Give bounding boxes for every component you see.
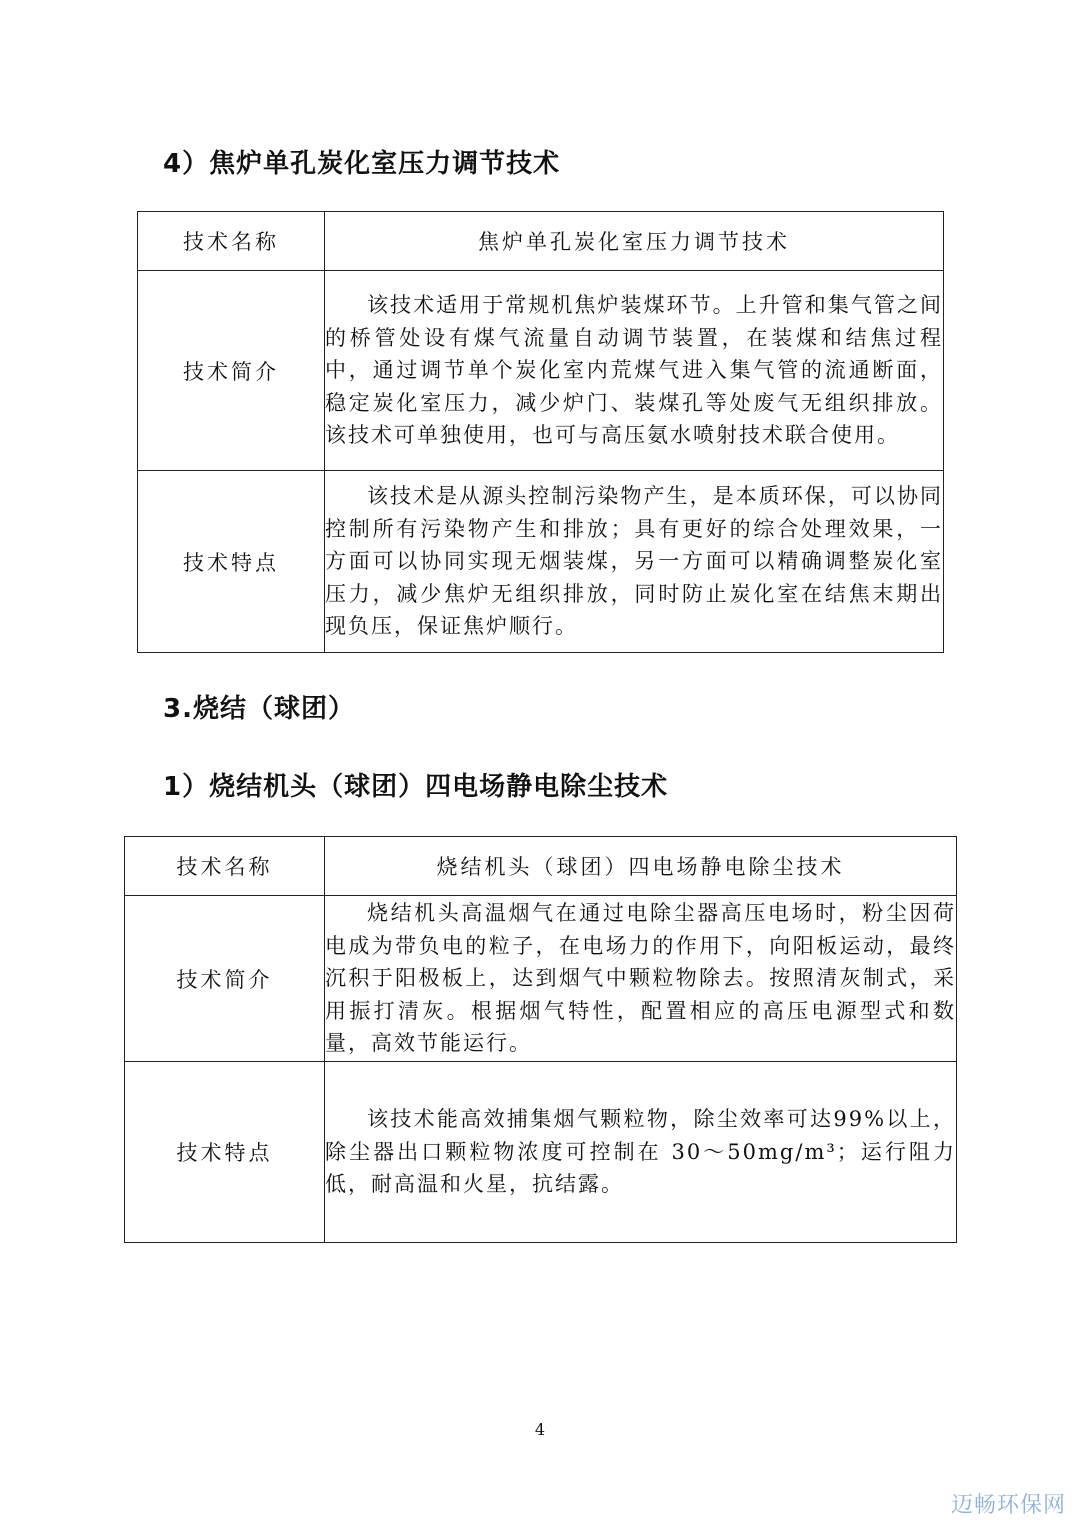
table-row [138,471,944,653]
tech-intro-label: 技术简介 [125,896,325,1062]
tech-feature-label: 技术特点 [125,1062,325,1243]
tech-name-value: 烧结机头（球团）四电场静电除尘技术 [325,837,957,896]
tech-feature-label: 技术特点 [138,471,325,653]
page-number: 4 [534,1420,546,1439]
table-row [125,837,957,896]
table-row [125,896,957,1062]
tech-name-label: 技术名称 [138,212,325,271]
tech-intro-label: 技术简介 [138,271,325,471]
table-row [125,1062,957,1243]
tech-name-label: 技术名称 [125,837,325,896]
tech-name-value: 焦炉单孔炭化室压力调节技术 [325,212,944,271]
tech-intro-text: 烧结机头高温烟气在通过电除尘器高压电场时，粉尘因荷电成为带负电的粒子，在电场力的作用下，向阳板运动，最终沉积于阳极板上，达到烟气中颗粒物除去。按照清灰制式，采用振打清灰。根据烟气特性，配置相应的高压电源型式和数量，高效节能运行。 [325,901,956,1056]
section-1-heading: 1）烧结机头（球团）四电场静电除尘技术 [163,772,669,802]
coke-oven-tech-table [137,211,944,653]
section-4-heading: 4）焦炉单孔炭化室压力调节技术 [163,149,561,179]
table-row [138,271,944,471]
tech-intro-text: 该技术适用于常规机焦炉装煤环节。上升管和集气管之间的桥管处设有煤气流量自动调节装置，在装煤和结焦过程中，通过调节单个炭化室内荒煤气进入集气管的流通断面，稳定炭化室压力，减少炉门、装煤孔等处废气无组织排放。该技术可单独使用，也可与高压氨水喷射技术联合使用。 [325,293,943,448]
tech-feature-text: 该技术能高效捕集烟气颗粒物，除尘效率可达99%以上，除尘器出口颗粒物浓度可控制在 30～50mg/m³；运行阻力低，耐高温和火星，抗结露。 [325,1107,956,1197]
sinter-tech-table [124,836,957,1243]
watermark-logo: 迈畅环保网 [950,1493,1066,1518]
tech-feature-text: 该技术是从源头控制污染物产生，是本质环保，可以协同控制所有污染物产生和排放；具有更好的综合处理效果，一方面可以协同实现无烟装煤，另一方面可以精确调整炭化室压力，减少焦炉无组织排放，同时防止炭化室在结焦末期出现负压，保证焦炉顺行。 [325,484,943,639]
table-row [138,212,944,271]
section-3-heading: 3.烧结（球团） [163,694,355,724]
